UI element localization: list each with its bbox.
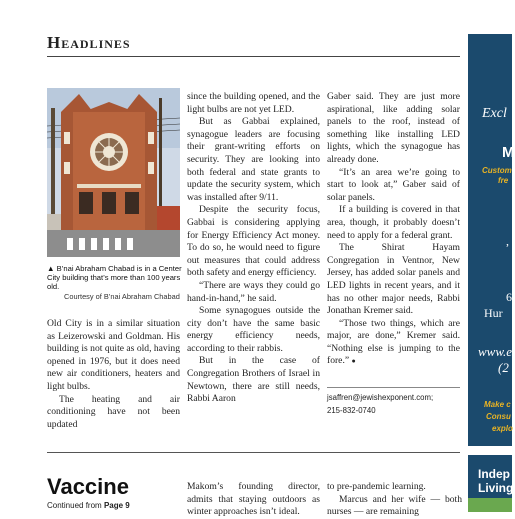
author-phone: 215-832-0740 xyxy=(327,406,376,415)
paragraph: But in the case of Congregation Brothers of Israel in Newtown, there are still needs, Rabbi Aaron xyxy=(187,355,320,405)
section-title: Headlines xyxy=(47,33,131,52)
paragraph: If a building is covered in that area, though, it probably doesn’t need to apply for a federal grant. xyxy=(327,204,460,241)
paragraph: Despite the security focus, Gabbai is considering applying for Energy Efficiency Act money. To do so, he would need to figure out measures that could address both safety and energy efficiency. xyxy=(187,204,320,279)
ad-text: Hur xyxy=(484,306,503,320)
author-contact xyxy=(327,391,462,417)
ad-text: Consu xyxy=(486,412,511,421)
side-advertisement[interactable] xyxy=(468,34,515,446)
paragraph-final xyxy=(327,318,460,368)
ad-text: Custom xyxy=(482,166,512,175)
ad-text: Indep xyxy=(478,467,510,481)
continued-label: Continued from xyxy=(47,501,102,510)
ad-text: www.e xyxy=(478,344,513,359)
ad-text: Excl xyxy=(482,106,507,121)
paragraph: Marcus and her wife — both nurses — are remaining xyxy=(327,493,462,518)
paragraph: Old City is in a similar situation as Leizerowski and Goldman. His building is not quite as old, having opened in 1976, but it does need new air conditioners, heaters and light bulbs. xyxy=(47,318,180,392)
contact-rule xyxy=(327,387,460,388)
paragraph: The Shirat Hayam Congregation in Ventnor, New Jersey, has added solar panels and LED lights in recent years, and it has no other major needs, Rabbi Jonathan Kremer said. xyxy=(327,242,460,317)
paragraph: “It’s an area we’re going to start to look at,” Gaber said of solar panels. xyxy=(327,166,460,203)
ad-text: explo xyxy=(492,424,513,433)
ad-text: Make c xyxy=(484,400,511,409)
next-story-title: Vaccine xyxy=(47,474,129,499)
article-column-1 xyxy=(47,318,180,431)
ad-text: (2 xyxy=(498,360,509,375)
ad-stripe xyxy=(468,498,512,512)
ad-text: 6 xyxy=(506,290,512,304)
headline-rule xyxy=(47,56,460,57)
photo-credit: Courtesy of B’nai Abraham Chabad xyxy=(64,292,180,301)
paragraph: But as Gabbai explained, synagogue leaders are focusing their grant-writing efforts on security. They are looking into both federal and state grants to update the security system, which was installed after 9/11. xyxy=(187,116,320,203)
next-story-column-2 xyxy=(187,481,320,519)
ad-text: Living xyxy=(478,481,514,495)
author-email[interactable]: jsaffren@jewishexponent.com; xyxy=(327,393,434,402)
caption-text: B’nai Abraham Chabad is in a Center City building that’s more than 100 years old. xyxy=(47,264,182,291)
paragraph: to pre-pandemic learning. xyxy=(327,481,426,492)
paragraph: The heating and air conditioning have not been updated xyxy=(47,393,180,430)
paragraph: since the building opened, and the light bulbs are not yet LED. xyxy=(187,91,320,115)
story-divider xyxy=(47,452,460,453)
caption-marker: ▲ xyxy=(47,264,55,273)
paragraph-text: “Those two things, which are major, are done,” Kremer said. “Nothing else is jumping to the fore.” xyxy=(327,317,460,367)
ad-text: M xyxy=(502,144,515,161)
paragraph: Some synagogues outside the city don’t have the same basic energy efficiency needs, according to their rabbis. xyxy=(187,305,320,354)
ad-text: , xyxy=(506,234,509,248)
ad-text: fre xyxy=(498,176,509,185)
photo-caption xyxy=(47,264,182,291)
bottom-advertisement[interactable] xyxy=(468,455,512,512)
continued-note xyxy=(47,501,130,510)
paragraph: “There are ways they could go hand-in-hand,” he said. xyxy=(187,279,320,304)
continued-page: Page 9 xyxy=(103,501,130,510)
article-column-2 xyxy=(187,91,320,406)
paragraph: Gaber said. They are just more aspirational, like adding solar panels to the roof, instead of something like installing LED lights, which the synagogue has already done. xyxy=(327,91,460,165)
synagogue-photo xyxy=(47,88,180,257)
paragraph: Makom’s founding director, admits that staying outdoors as winter approaches isn’t ideal. xyxy=(187,481,320,518)
article-column-3 xyxy=(327,91,460,368)
end-mark: ● xyxy=(351,357,356,366)
next-story-column-3 xyxy=(327,481,462,519)
